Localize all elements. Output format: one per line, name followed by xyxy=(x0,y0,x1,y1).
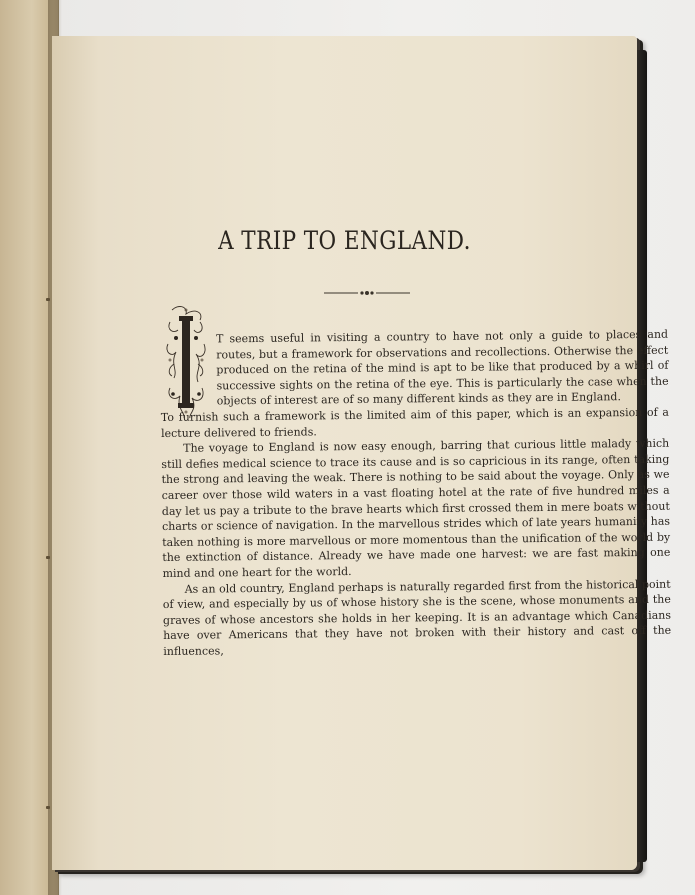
body-text xyxy=(160,327,671,660)
title-ornament-rule xyxy=(324,289,410,297)
page-title: A TRIP TO ENGLAND. xyxy=(218,226,471,255)
paragraph-1-rest: To furnish such a framework is the limited aim of this paper, which is an expansion of a lecture delivered to friends. xyxy=(160,405,669,440)
book-page xyxy=(52,36,672,870)
paragraph-3: As an old country, England perhaps is naturally regarded first from the historical point of view, and especially by us of whose history she is the scene, whose monuments and the graves of whose ancestors she holds in her keeping. It is an advantage which Canadians have over Americans that they have not broken with their history and cast off the influences, xyxy=(162,577,672,658)
paragraph-2: The voyage to England is now easy enough, barring that curious little malady which still defies medical science to trace its cause and is so capricious in its range, often taking the strong and leaving the weak. There is nothing to be said about the voyage. Only as we career over those wild waters in a vast floating hotel at the rate of five hundred miles a day let us pay a tribute to the brave hearts which first crossed them in mere boats without charts or science of navigation. In the marvellous strides which of late years humanity has taken nothing is more marvellous or more momentous than the unification of the world by the extinction of distance. Already we have made one harvest: we are fast making one mind and one heart for the world. xyxy=(161,436,671,580)
binding-mark xyxy=(46,556,50,559)
binding-mark xyxy=(46,298,50,301)
paragraph-1-lead: T seems useful in visiting a country to have not only a guide to places and routes, but a framework for observations and recollections. Otherwise the effect produced on the retina of the mind is apt to be like that produced by a whirl of successive sights on the retina of the eye. This is particularly the case when the objects of interest are of so many different kinds as they are in England. xyxy=(216,327,669,408)
binding-mark xyxy=(46,806,50,809)
